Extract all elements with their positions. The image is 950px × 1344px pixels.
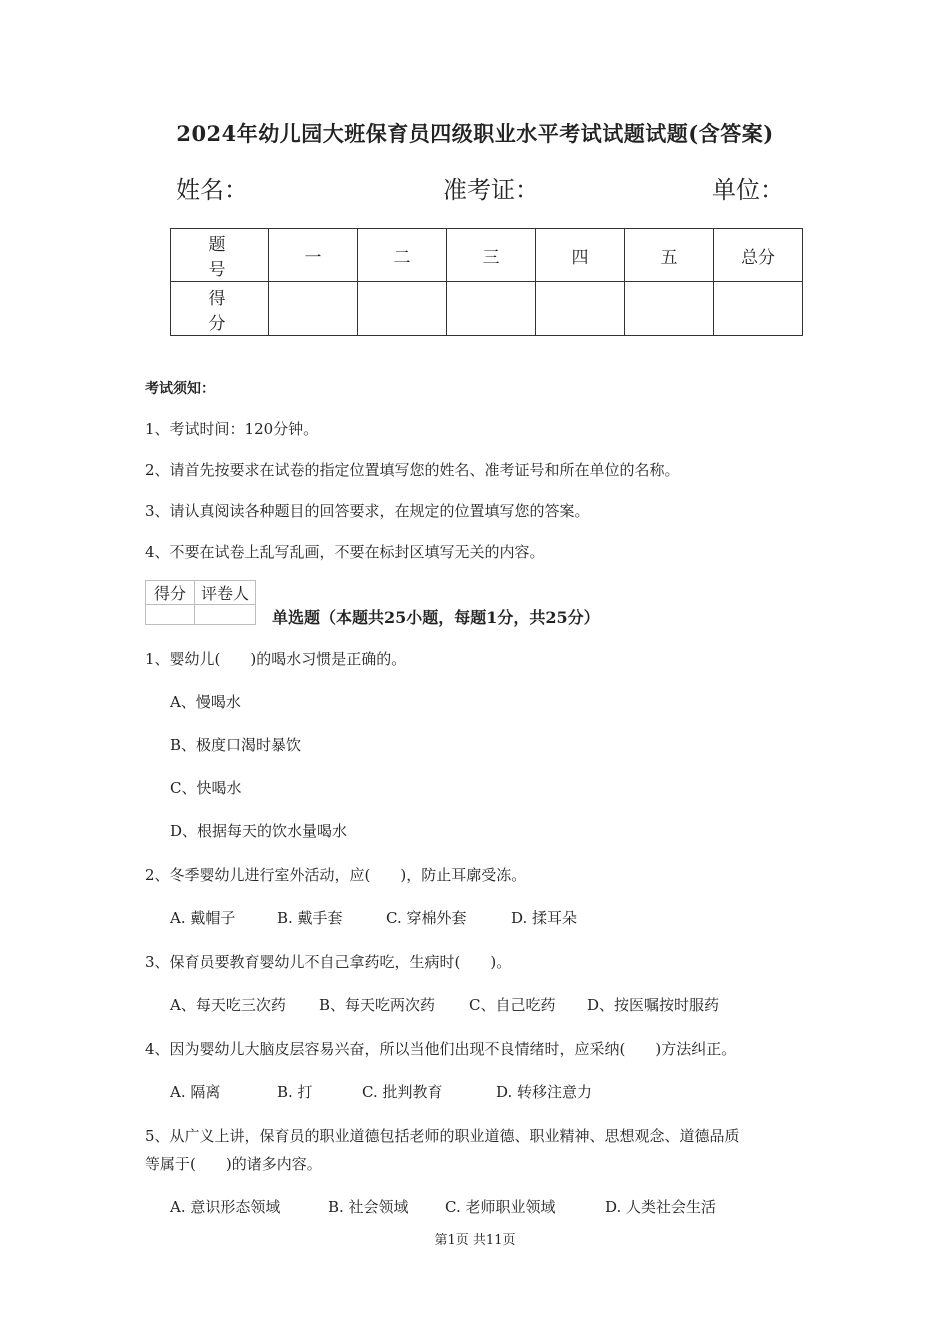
question-option[interactable]: B、每天吃两次药 [319, 996, 436, 1014]
question-option[interactable]: C. 老师职业领域 [445, 1198, 556, 1216]
score-table-cell: 一 [269, 229, 358, 282]
notice-item: 4、不要在试卷上乱写乱画，不要在标封区填写无关的内容。 [145, 543, 545, 561]
name-field-label: 姓名： [176, 176, 248, 204]
question-stem: 5、从广义上讲，保育员的职业道德包括老师的职业道德、职业精神、思想观念、道德品质 [145, 1127, 740, 1145]
question-options-row [170, 1196, 810, 1217]
score-table-cell: 五 [625, 229, 714, 282]
section-heading: 单选题（本题共25小题，每题1分，共25分） [272, 608, 600, 627]
notice-item: 3、请认真阅读各种题目的回答要求，在规定的位置填写您的答案。 [145, 502, 590, 520]
question-option[interactable]: C、自己吃药 [469, 996, 556, 1014]
question-option[interactable]: C. 穿棉外套 [386, 909, 467, 927]
question-option[interactable]: A. 意识形态领域 [170, 1198, 281, 1216]
grader-name-input[interactable] [195, 605, 256, 625]
grader-score-input[interactable] [146, 605, 195, 625]
question-option[interactable]: A、每天吃三次药 [170, 996, 286, 1014]
question-option[interactable]: D、根据每天的饮水量喝水 [170, 822, 348, 840]
question-option[interactable]: B. 打 [277, 1083, 313, 1101]
exam-id-field-label: 准考证： [443, 176, 539, 204]
score-table-cell: 二 [358, 229, 447, 282]
grader-table [145, 580, 256, 625]
score-input-cell[interactable] [269, 282, 358, 336]
score-input-cell[interactable] [358, 282, 447, 336]
score-table-cell: 总分 [714, 229, 803, 282]
score-input-cell[interactable] [714, 282, 803, 336]
notice-item: 1、考试时间：120分钟。 [145, 420, 319, 438]
score-table-cell: 三 [447, 229, 536, 282]
score-table-cell: 题 号 [171, 229, 269, 282]
question-option[interactable]: A. 隔离 [170, 1083, 221, 1101]
document-title: 2024年幼儿园大班保育员四级职业水平考试试题试题(含答案) [176, 121, 774, 146]
notice-item: 2、请首先按要求在试卷的指定位置填写您的姓名、准考证号和所在单位的名称。 [145, 461, 680, 479]
question-stem-continued: 等属于( )的诸多内容。 [145, 1155, 322, 1173]
score-input-cell[interactable] [447, 282, 536, 336]
question-option[interactable]: B. 社会领域 [328, 1198, 409, 1216]
score-table [170, 228, 803, 336]
question-option[interactable]: A. 戴帽子 [170, 909, 236, 927]
question-stem: 4、因为婴幼儿大脑皮层容易兴奋，所以当他们出现不良情绪时，应采纳( )方法纠正。 [145, 1040, 737, 1058]
question-options-row [170, 1081, 810, 1102]
question-option[interactable]: A、慢喝水 [170, 693, 241, 711]
question-option[interactable]: D. 人类社会生活 [605, 1198, 717, 1216]
grader-name-label: 评卷人 [195, 581, 256, 605]
question-option[interactable]: B、极度口渴时暴饮 [170, 736, 302, 754]
score-table-cell: 四 [536, 229, 625, 282]
question-options-row [170, 907, 810, 928]
unit-field-label: 单位： [712, 176, 784, 204]
question-option[interactable]: D、按医嘱按时服药 [587, 996, 720, 1014]
score-input-cell[interactable] [536, 282, 625, 336]
page-footer: 第1页 共11页 [434, 1233, 516, 1248]
question-option[interactable]: B. 戴手套 [277, 909, 343, 927]
notice-heading: 考试须知： [145, 381, 215, 397]
question-stem: 2、冬季婴幼儿进行室外活动，应( )，防止耳廓受冻。 [145, 866, 527, 884]
score-table-cell: 得 分 [171, 282, 269, 336]
question-option[interactable]: C、快喝水 [170, 779, 242, 797]
score-table-score-row [171, 282, 803, 336]
question-option[interactable]: D. 转移注意力 [496, 1083, 593, 1101]
question-stem: 1、婴幼儿( )的喝水习惯是正确的。 [145, 650, 407, 668]
question-stem: 3、保育员要教育婴幼儿不自己拿药吃，生病时( )。 [145, 953, 512, 971]
score-table-header-row [171, 229, 803, 282]
question-option[interactable]: C. 批判教育 [362, 1083, 443, 1101]
question-options-row [170, 994, 810, 1015]
score-input-cell[interactable] [625, 282, 714, 336]
question-option[interactable]: D. 揉耳朵 [511, 909, 578, 927]
grader-score-label: 得分 [146, 581, 195, 605]
